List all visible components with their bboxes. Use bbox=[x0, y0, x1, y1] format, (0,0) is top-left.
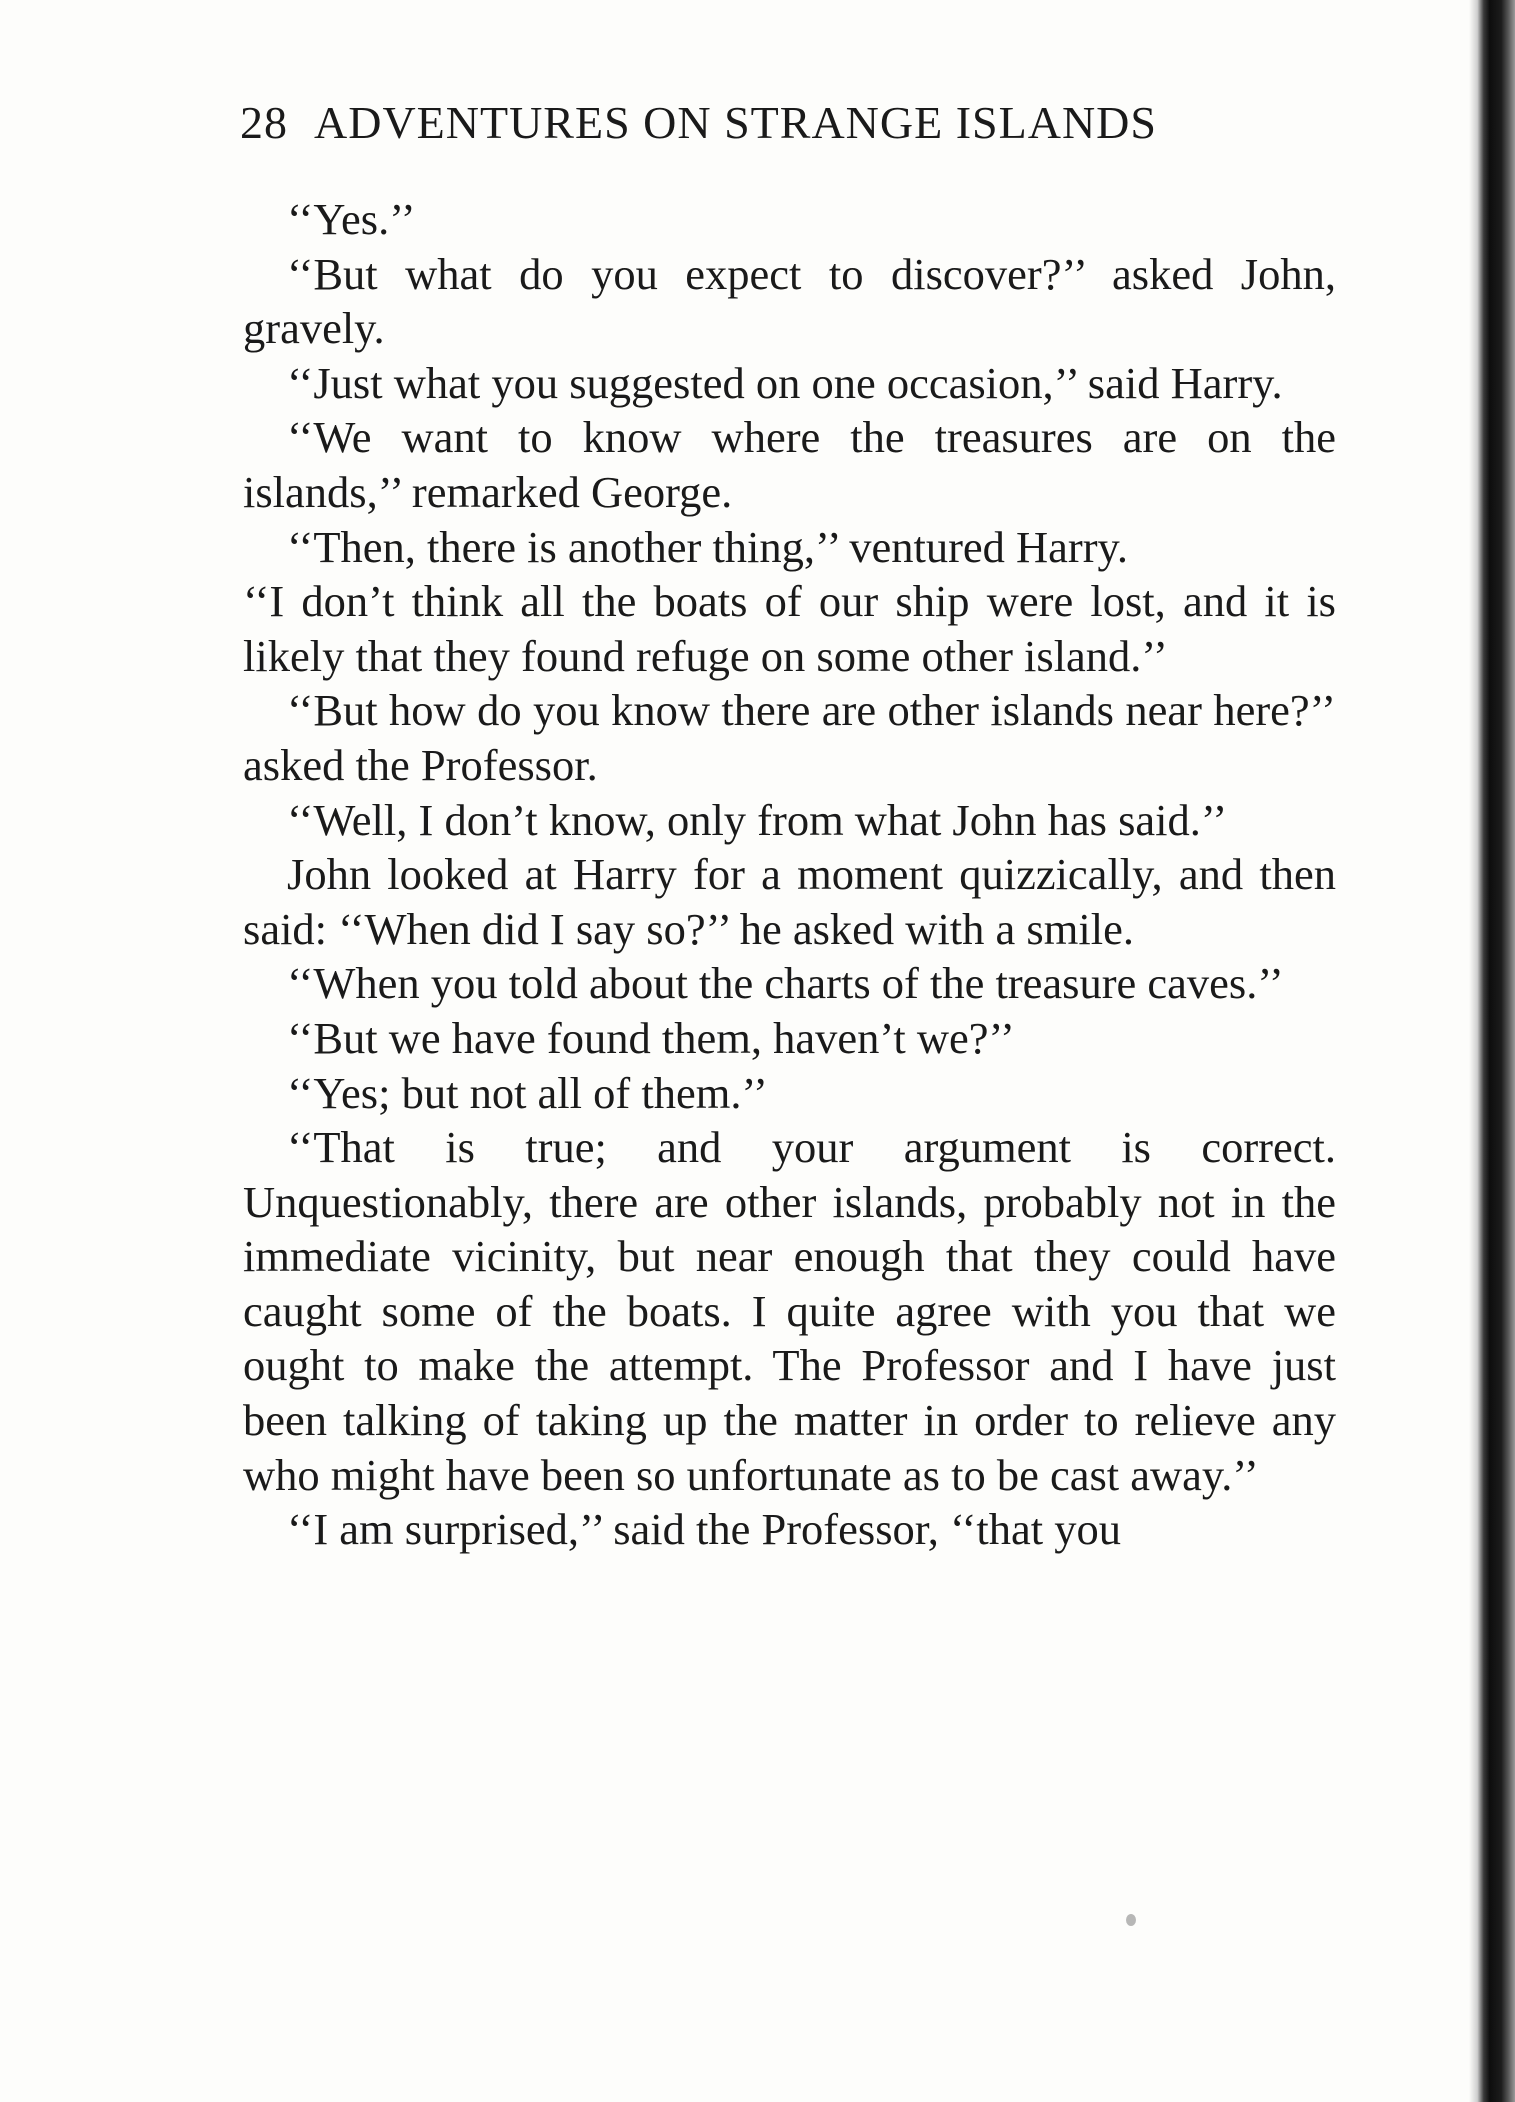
paragraph: ‘‘I am surprised,’’ said the Professor, ‘‘that you bbox=[287, 1504, 1121, 1555]
paragraph: ‘‘Yes; but not all of them.’’ bbox=[287, 1067, 768, 1118]
running-header bbox=[240, 96, 1330, 156]
body-text bbox=[243, 192, 1336, 1557]
paragraph: ‘‘Well, I don’t know, only from what John has said.’’ bbox=[287, 794, 1228, 845]
paragraph: ‘‘Then, there is another thing,’’ ventured Harry. bbox=[287, 521, 1129, 572]
page-binding-edge bbox=[1469, 0, 1515, 2102]
paragraph: ‘‘But how do you know there are other islands near here?’’ asked the Professor. bbox=[243, 685, 1336, 790]
paragraph: ‘‘Yes.’’ bbox=[287, 194, 416, 244]
paragraph: ‘‘When you told about the charts of the treasure caves.’’ bbox=[287, 958, 1284, 1009]
paragraph: ‘‘But what do you expect to discover?’’ asked John, gravely. bbox=[243, 248, 1336, 354]
paragraph: John looked at Harry for a moment quizzically, and then said: ‘‘When did I say so?’’ he asked with a smile. bbox=[243, 849, 1336, 954]
paragraph: ‘‘Just what you suggested on one occasion,’’ said Harry. bbox=[287, 357, 1283, 408]
page-number: 28 bbox=[240, 97, 288, 148]
running-title: ADVENTURES ON STRANGE ISLANDS bbox=[314, 97, 1157, 148]
paragraph: ‘‘But we have found them, haven’t we?’’ bbox=[287, 1012, 1015, 1063]
paragraph: ‘‘That is true; and your argument is correct. Unquestionably, there are other islands, probably not in the immediate vicinity, but near enough that they could have caught some of the boats. I quite agree with you that we ought to make the attempt. The Professor and I have just been talking of taking up the matter in order to relieve any who might have been so unfortunate as to be cast away.’’ bbox=[243, 1122, 1336, 1500]
paragraph: ‘‘I don’t think all the boats of our ship were lost, and it is likely that they found refuge on some other island.’’ bbox=[243, 576, 1336, 681]
ink-speck bbox=[1126, 1914, 1136, 1926]
paragraph: ‘‘We want to know where the treasures are on the islands,’’ remarked George. bbox=[243, 412, 1336, 517]
